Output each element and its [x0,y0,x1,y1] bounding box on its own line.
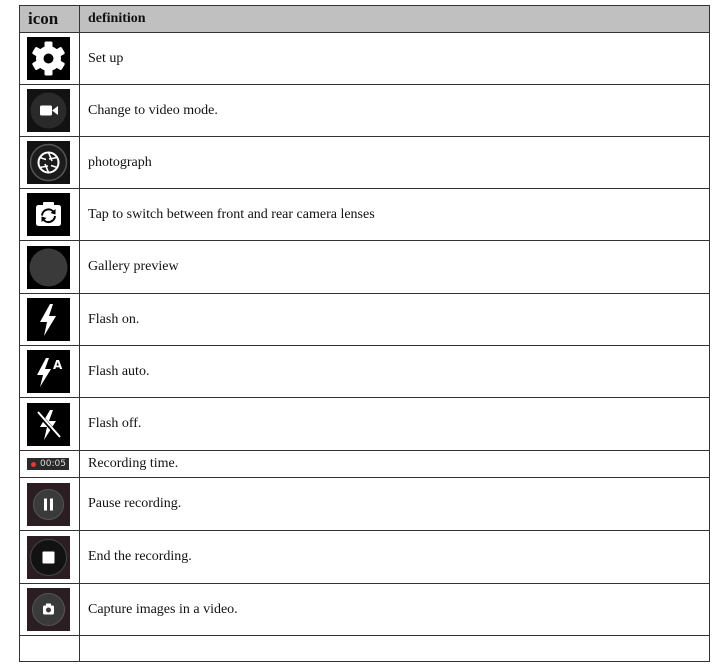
empty-definition-cell [80,636,710,662]
table-row [20,451,710,478]
definition-text: Gallery preview [80,241,710,294]
gear-icon [27,37,70,80]
table-row [20,33,710,85]
table-row [20,137,710,189]
recording-time-indicator [27,458,69,470]
table-row [20,294,710,346]
capture-in-video-icon [27,588,70,631]
definition-text: Capture images in a video. [80,584,710,636]
shutter-icon [27,141,70,184]
empty-icon-cell [20,636,80,662]
stop-icon [27,536,70,579]
gallery-preview-icon [27,246,70,289]
table-header-row [20,6,710,33]
table-row [20,584,710,636]
table-row [20,478,710,531]
recording-time-value: 00:05 [40,459,66,469]
table-row [20,241,710,294]
recording-dot-icon [31,462,36,467]
svg-text:A: A [53,358,63,372]
definition-text: Change to video mode. [80,85,710,137]
definition-text: Set up [80,33,710,85]
icon-definition-table [19,5,710,662]
definition-text: Recording time. [80,451,710,478]
definition-text: Flash off. [80,398,710,451]
table-row [20,398,710,451]
definition-text: Flash on. [80,294,710,346]
flash-off-icon [27,403,70,446]
table-row [20,189,710,241]
table-row [20,531,710,584]
definition-text: Tap to switch between front and rear camera lenses [80,189,710,241]
definition-text: Flash auto. [80,346,710,398]
flash-auto-icon [27,350,70,393]
table-row [20,85,710,137]
video-camera-icon [27,89,70,132]
switch-camera-icon [27,193,70,236]
header-definition: definition [80,6,710,33]
flash-on-icon [27,298,70,341]
definition-text: End the recording. [80,531,710,584]
definition-text: photograph [80,137,710,189]
table-row [20,346,710,398]
pause-icon [27,483,70,526]
definition-text: Pause recording. [80,478,710,531]
table-row [20,636,710,662]
header-icon: icon [20,6,80,33]
